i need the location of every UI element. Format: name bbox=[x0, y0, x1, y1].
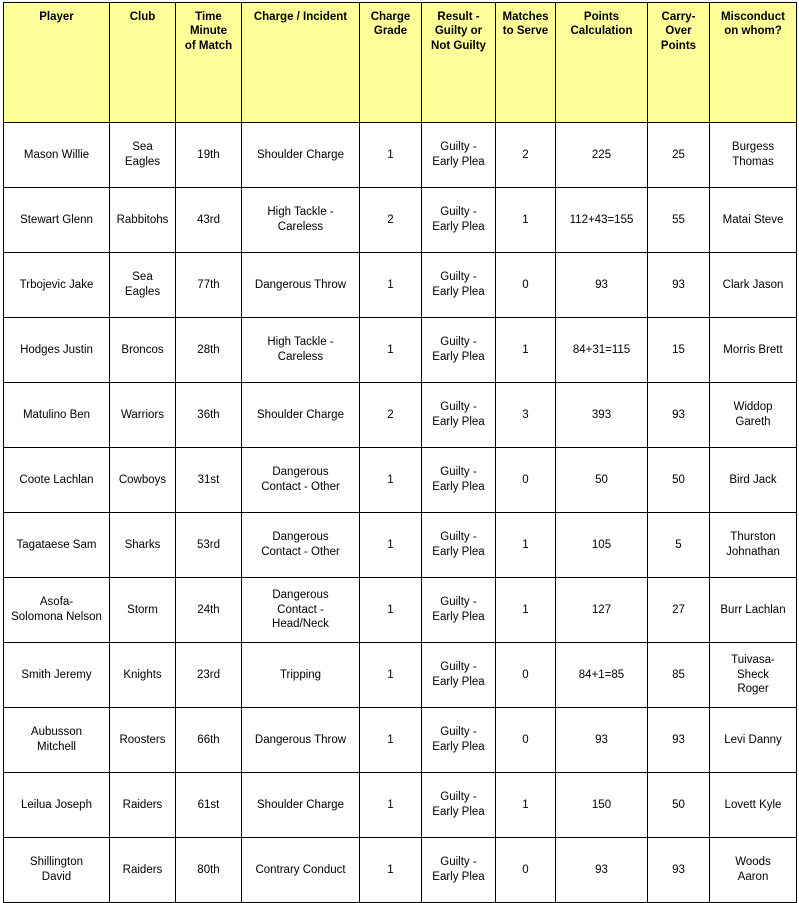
cell-points-calculation: 84+31=115 bbox=[556, 318, 648, 383]
cell-matches-to-serve: 0 bbox=[496, 643, 556, 708]
cell-time: 24th bbox=[176, 578, 242, 643]
cell-result: Guilty - Early Plea bbox=[422, 578, 496, 643]
cell-carry-over-points: 93 bbox=[648, 253, 710, 318]
cell-points-calculation: 127 bbox=[556, 578, 648, 643]
cell-matches-to-serve: 1 bbox=[496, 578, 556, 643]
cell-result: Guilty - Early Plea bbox=[422, 253, 496, 318]
cell-player: Mason Willie bbox=[4, 123, 110, 188]
column-header-player: Player bbox=[4, 3, 110, 123]
cell-misconduct-on-whom: Widdop Gareth bbox=[710, 383, 797, 448]
cell-result: Guilty - Early Plea bbox=[422, 773, 496, 838]
cell-charge: Tripping bbox=[242, 643, 360, 708]
cell-carry-over-points: 50 bbox=[648, 448, 710, 513]
cell-matches-to-serve: 0 bbox=[496, 253, 556, 318]
cell-time: 53rd bbox=[176, 513, 242, 578]
column-header-points-calculation: Points Calculation bbox=[556, 3, 648, 123]
cell-misconduct-on-whom: Burr Lachlan bbox=[710, 578, 797, 643]
cell-club: Sharks bbox=[110, 513, 176, 578]
cell-player: Tagataese Sam bbox=[4, 513, 110, 578]
cell-time: 19th bbox=[176, 123, 242, 188]
cell-player: Leilua Joseph bbox=[4, 773, 110, 838]
cell-club: Sea Eagles bbox=[110, 253, 176, 318]
cell-player: Stewart Glenn bbox=[4, 188, 110, 253]
table-row bbox=[4, 188, 797, 253]
cell-charge: Contrary Conduct bbox=[242, 838, 360, 903]
cell-misconduct-on-whom: Woods Aaron bbox=[710, 838, 797, 903]
column-header-matches-to-serve: Matches to Serve bbox=[496, 3, 556, 123]
cell-charge: Shoulder Charge bbox=[242, 773, 360, 838]
cell-charge: High Tackle - Careless bbox=[242, 188, 360, 253]
table-row bbox=[4, 513, 797, 578]
column-header-carry-over-points: Carry- Over Points bbox=[648, 3, 710, 123]
cell-time: 80th bbox=[176, 838, 242, 903]
cell-club: Sea Eagles bbox=[110, 123, 176, 188]
cell-time: 66th bbox=[176, 708, 242, 773]
cell-result: Guilty - Early Plea bbox=[422, 383, 496, 448]
cell-result: Guilty - Early Plea bbox=[422, 838, 496, 903]
cell-charge-grade: 1 bbox=[360, 708, 422, 773]
cell-misconduct-on-whom: Burgess Thomas bbox=[710, 123, 797, 188]
table-row bbox=[4, 318, 797, 383]
cell-time: 36th bbox=[176, 383, 242, 448]
cell-charge-grade: 1 bbox=[360, 578, 422, 643]
cell-charge-grade: 1 bbox=[360, 123, 422, 188]
column-header-misconduct-on-whom: Misconduct on whom? bbox=[710, 3, 797, 123]
column-header-time-minute-of-match: Time Minute of Match bbox=[176, 3, 242, 123]
cell-result: Guilty - Early Plea bbox=[422, 318, 496, 383]
cell-charge-grade: 1 bbox=[360, 253, 422, 318]
cell-charge-grade: 1 bbox=[360, 448, 422, 513]
cell-result: Guilty - Early Plea bbox=[422, 188, 496, 253]
cell-carry-over-points: 93 bbox=[648, 708, 710, 773]
cell-club: Broncos bbox=[110, 318, 176, 383]
cell-matches-to-serve: 1 bbox=[496, 513, 556, 578]
cell-club: Roosters bbox=[110, 708, 176, 773]
table-row bbox=[4, 643, 797, 708]
cell-player: Asofa- Solomona Nelson bbox=[4, 578, 110, 643]
cell-club: Raiders bbox=[110, 773, 176, 838]
cell-carry-over-points: 27 bbox=[648, 578, 710, 643]
table-row bbox=[4, 708, 797, 773]
cell-points-calculation: 50 bbox=[556, 448, 648, 513]
cell-points-calculation: 105 bbox=[556, 513, 648, 578]
cell-points-calculation: 93 bbox=[556, 253, 648, 318]
cell-matches-to-serve: 1 bbox=[496, 773, 556, 838]
cell-time: 23rd bbox=[176, 643, 242, 708]
cell-misconduct-on-whom: Levi Danny bbox=[710, 708, 797, 773]
cell-matches-to-serve: 3 bbox=[496, 383, 556, 448]
table-row bbox=[4, 383, 797, 448]
column-header-club: Club bbox=[110, 3, 176, 123]
cell-carry-over-points: 25 bbox=[648, 123, 710, 188]
cell-player: Coote Lachlan bbox=[4, 448, 110, 513]
cell-charge: Dangerous Contact - Other bbox=[242, 448, 360, 513]
cell-carry-over-points: 15 bbox=[648, 318, 710, 383]
cell-charge: Shoulder Charge bbox=[242, 123, 360, 188]
cell-club: Warriors bbox=[110, 383, 176, 448]
cell-points-calculation: 93 bbox=[556, 708, 648, 773]
cell-matches-to-serve: 1 bbox=[496, 318, 556, 383]
cell-player: Trbojevic Jake bbox=[4, 253, 110, 318]
column-header-charge-incident: Charge / Incident bbox=[242, 3, 360, 123]
cell-club: Rabbitohs bbox=[110, 188, 176, 253]
cell-charge: Dangerous Throw bbox=[242, 253, 360, 318]
column-header-charge-grade: Charge Grade bbox=[360, 3, 422, 123]
cell-charge-grade: 1 bbox=[360, 838, 422, 903]
cell-player: Matulino Ben bbox=[4, 383, 110, 448]
cell-result: Guilty - Early Plea bbox=[422, 513, 496, 578]
cell-misconduct-on-whom: Matai Steve bbox=[710, 188, 797, 253]
cell-carry-over-points: 93 bbox=[648, 383, 710, 448]
table-row bbox=[4, 578, 797, 643]
cell-misconduct-on-whom: Morris Brett bbox=[710, 318, 797, 383]
cell-time: 77th bbox=[176, 253, 242, 318]
cell-charge-grade: 1 bbox=[360, 318, 422, 383]
cell-carry-over-points: 5 bbox=[648, 513, 710, 578]
cell-charge-grade: 1 bbox=[360, 773, 422, 838]
cell-time: 61st bbox=[176, 773, 242, 838]
cell-player: Shillington David bbox=[4, 838, 110, 903]
cell-charge-grade: 2 bbox=[360, 383, 422, 448]
cell-player: Aubusson Mitchell bbox=[4, 708, 110, 773]
cell-matches-to-serve: 0 bbox=[496, 448, 556, 513]
cell-misconduct-on-whom: Lovett Kyle bbox=[710, 773, 797, 838]
table-row bbox=[4, 253, 797, 318]
cell-carry-over-points: 55 bbox=[648, 188, 710, 253]
cell-time: 43rd bbox=[176, 188, 242, 253]
cell-time: 28th bbox=[176, 318, 242, 383]
cell-club: Raiders bbox=[110, 838, 176, 903]
cell-charge: High Tackle - Careless bbox=[242, 318, 360, 383]
cell-charge: Dangerous Throw bbox=[242, 708, 360, 773]
cell-points-calculation: 393 bbox=[556, 383, 648, 448]
cell-misconduct-on-whom: Bird Jack bbox=[710, 448, 797, 513]
cell-player: Smith Jeremy bbox=[4, 643, 110, 708]
table-row bbox=[4, 773, 797, 838]
cell-points-calculation: 84+1=85 bbox=[556, 643, 648, 708]
cell-carry-over-points: 85 bbox=[648, 643, 710, 708]
cell-result: Guilty - Early Plea bbox=[422, 708, 496, 773]
cell-club: Knights bbox=[110, 643, 176, 708]
cell-matches-to-serve: 0 bbox=[496, 838, 556, 903]
cell-matches-to-serve: 1 bbox=[496, 188, 556, 253]
cell-charge: Shoulder Charge bbox=[242, 383, 360, 448]
cell-charge-grade: 1 bbox=[360, 513, 422, 578]
cell-points-calculation: 150 bbox=[556, 773, 648, 838]
cell-points-calculation: 225 bbox=[556, 123, 648, 188]
cell-charge-grade: 1 bbox=[360, 643, 422, 708]
cell-misconduct-on-whom: Tuivasa- Sheck Roger bbox=[710, 643, 797, 708]
cell-carry-over-points: 50 bbox=[648, 773, 710, 838]
table-header-row bbox=[4, 3, 797, 123]
cell-charge-grade: 2 bbox=[360, 188, 422, 253]
cell-player: Hodges Justin bbox=[4, 318, 110, 383]
cell-matches-to-serve: 2 bbox=[496, 123, 556, 188]
cell-charge: Dangerous Contact - Head/Neck bbox=[242, 578, 360, 643]
cell-charge: Dangerous Contact - Other bbox=[242, 513, 360, 578]
cell-result: Guilty - Early Plea bbox=[422, 123, 496, 188]
cell-carry-over-points: 93 bbox=[648, 838, 710, 903]
cell-result: Guilty - Early Plea bbox=[422, 643, 496, 708]
table-header bbox=[4, 3, 797, 123]
cell-time: 31st bbox=[176, 448, 242, 513]
cell-misconduct-on-whom: Clark Jason bbox=[710, 253, 797, 318]
cell-points-calculation: 112+43=155 bbox=[556, 188, 648, 253]
cell-club: Storm bbox=[110, 578, 176, 643]
judiciary-charges-table bbox=[3, 2, 797, 903]
table-row bbox=[4, 838, 797, 903]
cell-club: Cowboys bbox=[110, 448, 176, 513]
table-row bbox=[4, 123, 797, 188]
table-body bbox=[4, 123, 797, 903]
cell-misconduct-on-whom: Thurston Johnathan bbox=[710, 513, 797, 578]
cell-points-calculation: 93 bbox=[556, 838, 648, 903]
column-header-result: Result - Guilty or Not Guilty bbox=[422, 3, 496, 123]
cell-matches-to-serve: 0 bbox=[496, 708, 556, 773]
cell-result: Guilty - Early Plea bbox=[422, 448, 496, 513]
table-row bbox=[4, 448, 797, 513]
